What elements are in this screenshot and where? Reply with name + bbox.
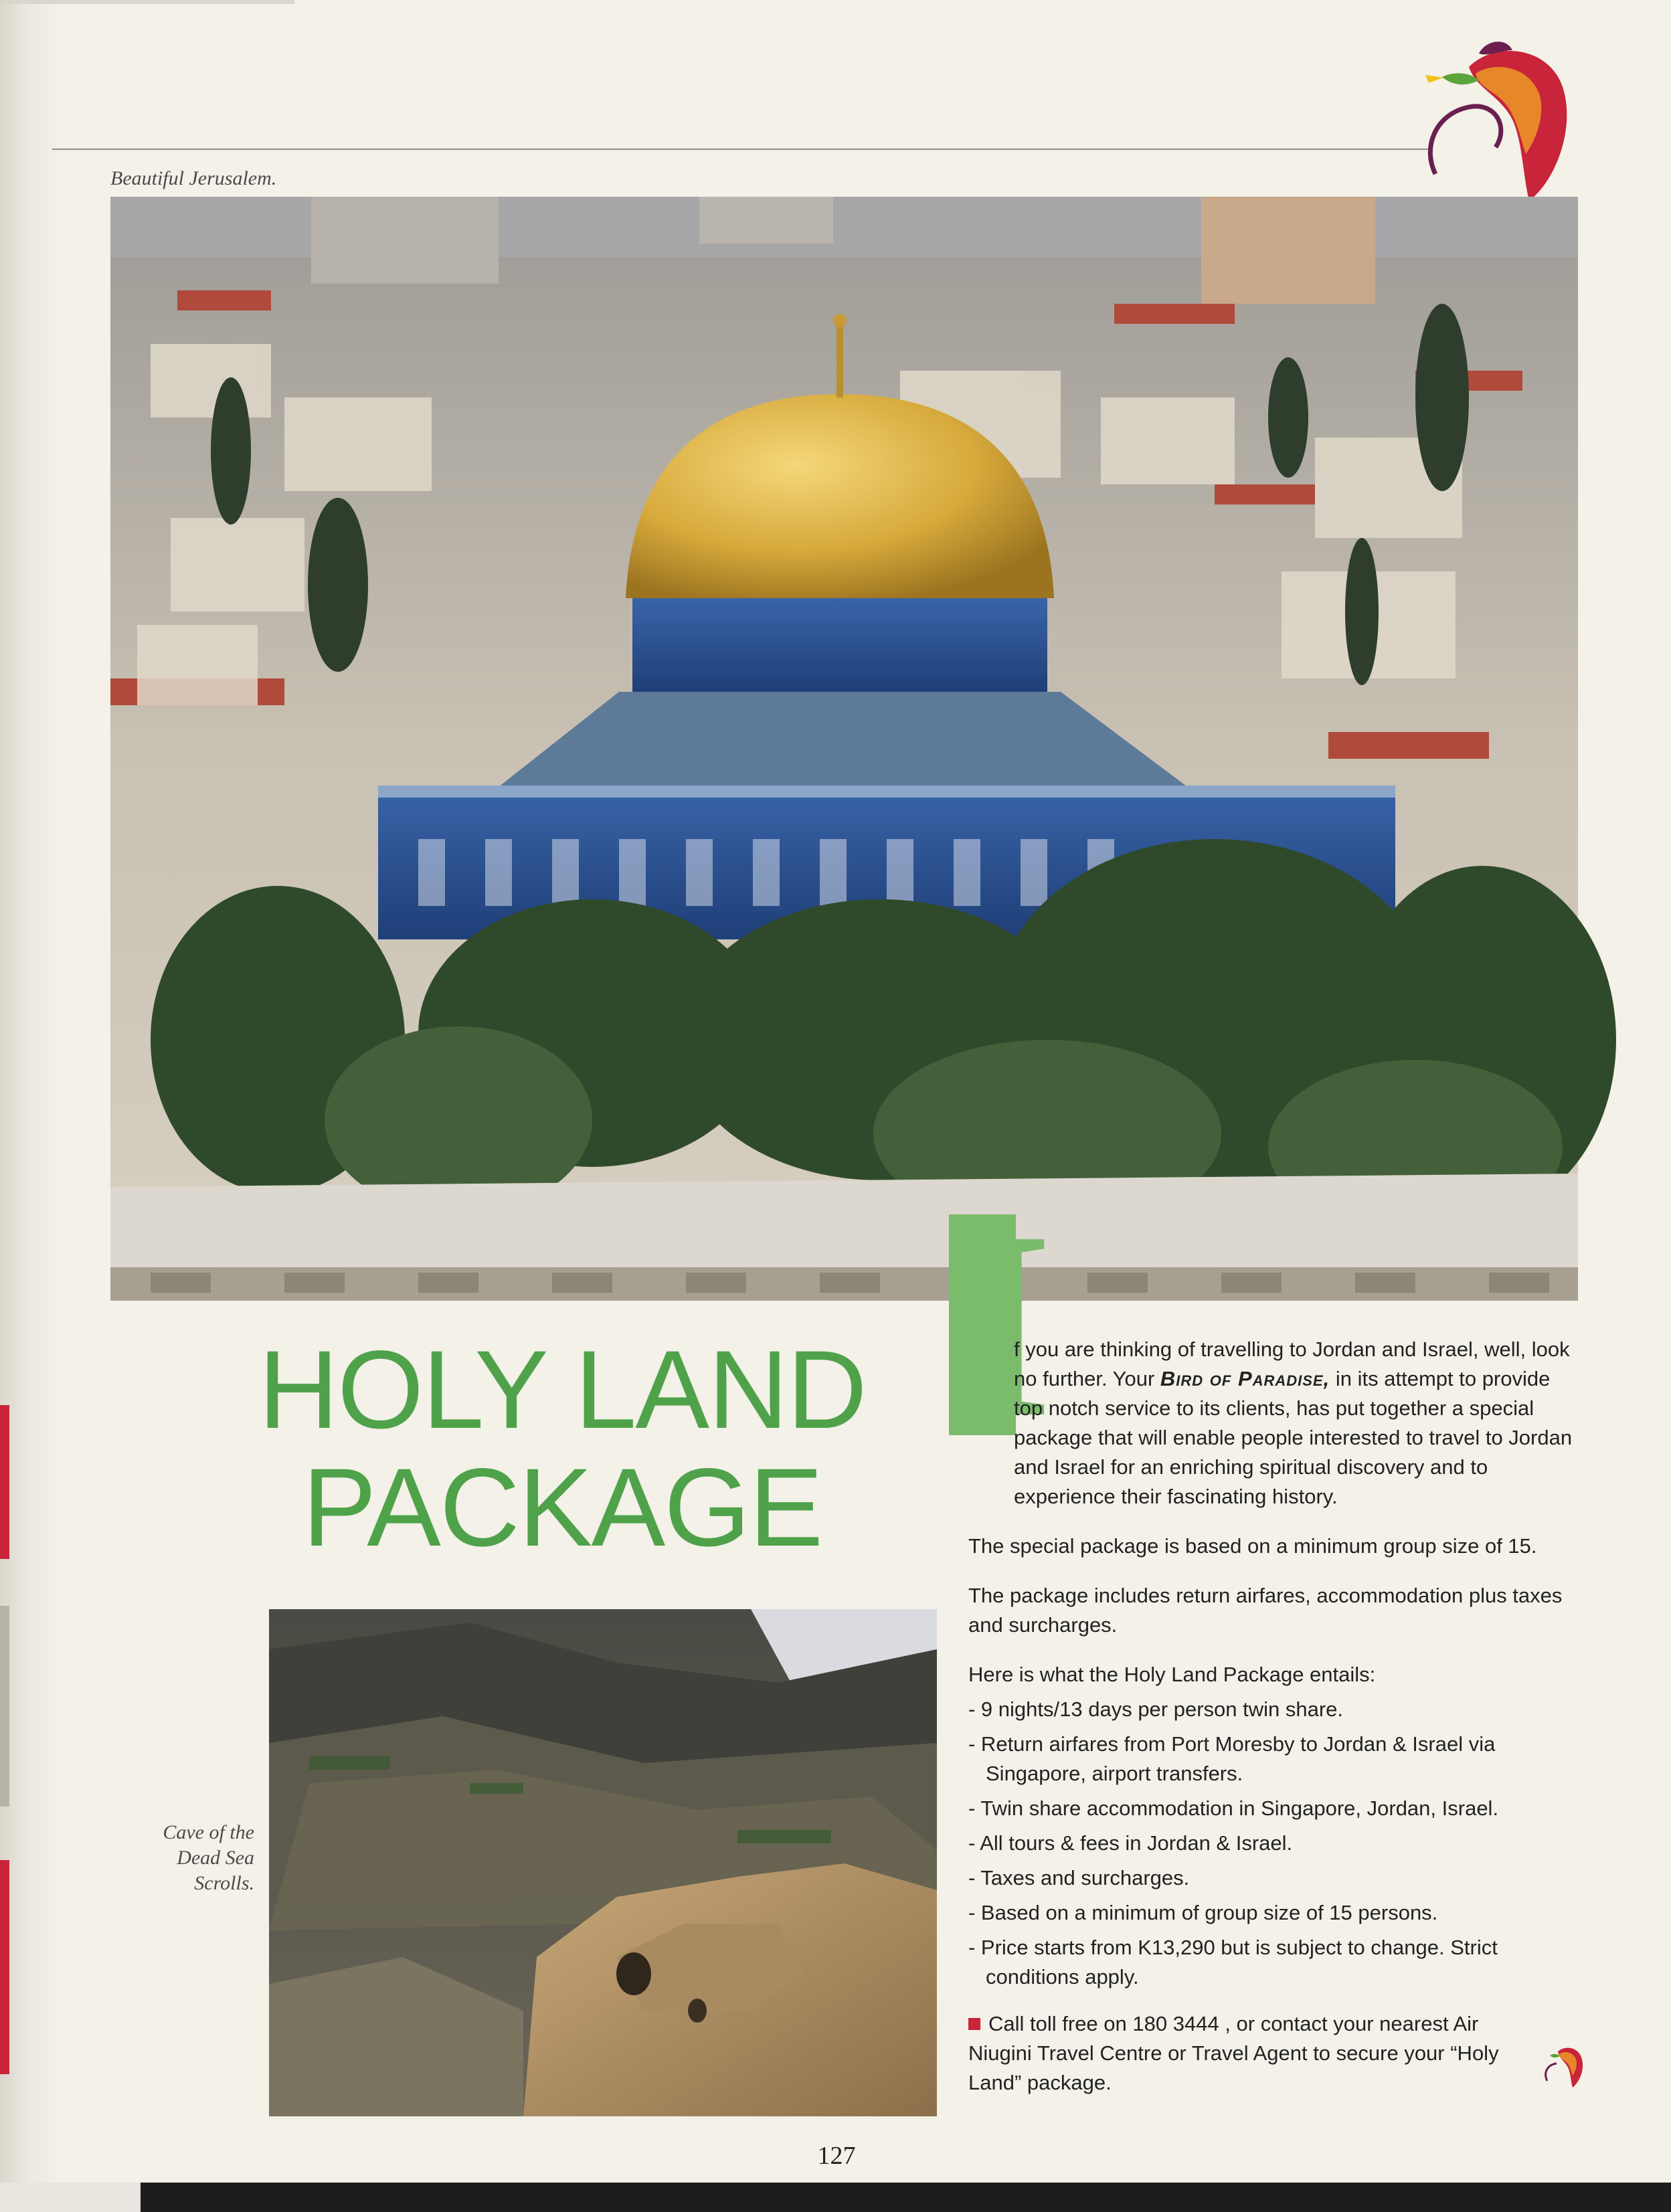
list-item: - 9 nights/13 days per person twin share. <box>968 1697 1344 1721</box>
list-intro: Here is what the Holy Land Package entails: <box>968 1663 1376 1686</box>
list-item: - All tours & fees in Jordan & Israel. <box>968 1831 1293 1855</box>
dead-sea-cave-photo <box>269 1609 937 2116</box>
article-body <box>968 1335 1584 2118</box>
main-photo-caption: Beautiful Jerusalem. <box>110 167 277 189</box>
list-item: - Price starts from K13,290 but is subject to change. Strict conditions apply. <box>968 1936 1498 1989</box>
title-line-2: PACKAGE <box>302 1446 822 1570</box>
group-size-paragraph: The special package is based on a minimum group size of 15. <box>968 1534 1537 1558</box>
header-rule <box>52 149 1431 150</box>
list-item: - Return airfares from Port Moresby to Jordan & Israel via Singapore, airport transfers. <box>968 1732 1496 1785</box>
package-list <box>968 1695 1584 1992</box>
top-edge <box>0 0 294 4</box>
intro-paragraph: f you are thinking of travelling to Jordan and Israel, well, look no further. Your Bird of Paradise, in its attempt to provide top notch service to its clients, has put together a special package that will enable people interested to travel to Jordan and Israel for an enriching spiritual discovery and to experience their fascinating history. <box>1014 1338 1573 1508</box>
cave-photo-caption: Cave of the Dead Sea Scrolls. <box>163 1821 254 1894</box>
list-item: - Taxes and surcharges. <box>968 1866 1190 1890</box>
list-item: - Twin share accommodation in Singapore, Jordan, Israel. <box>968 1796 1499 1820</box>
page-edge-mark <box>0 1405 9 1559</box>
bird-of-paradise-end-icon <box>1539 2041 1586 2094</box>
jerusalem-photo <box>110 197 1578 1301</box>
list-item: - Based on a minimum of group size of 15 persons. <box>968 1901 1438 1924</box>
page-edge-mark <box>0 1860 9 2074</box>
article-title <box>194 1328 930 1570</box>
title-line-1: HOLY LAND <box>258 1328 866 1452</box>
call-to-action: Call toll free on 180 3444 , or contact your nearest Air Niugini Travel Centre or Travel Agent to secure your “Holy Land” package. <box>968 2012 1499 2094</box>
inclusions-paragraph: The package includes return airfares, accommodation plus taxes and surcharges. <box>968 1584 1563 1637</box>
page-edge-mark <box>0 1606 9 1807</box>
red-square-icon <box>968 2018 980 2030</box>
page-number: 127 <box>817 2142 856 2170</box>
bottom-shadow <box>0 2183 1671 2212</box>
drop-cap: I <box>949 1176 1053 1473</box>
bird-of-paradise-logo-icon <box>1395 27 1583 221</box>
brand-name: Bird of Paradise, <box>1160 1367 1330 1390</box>
